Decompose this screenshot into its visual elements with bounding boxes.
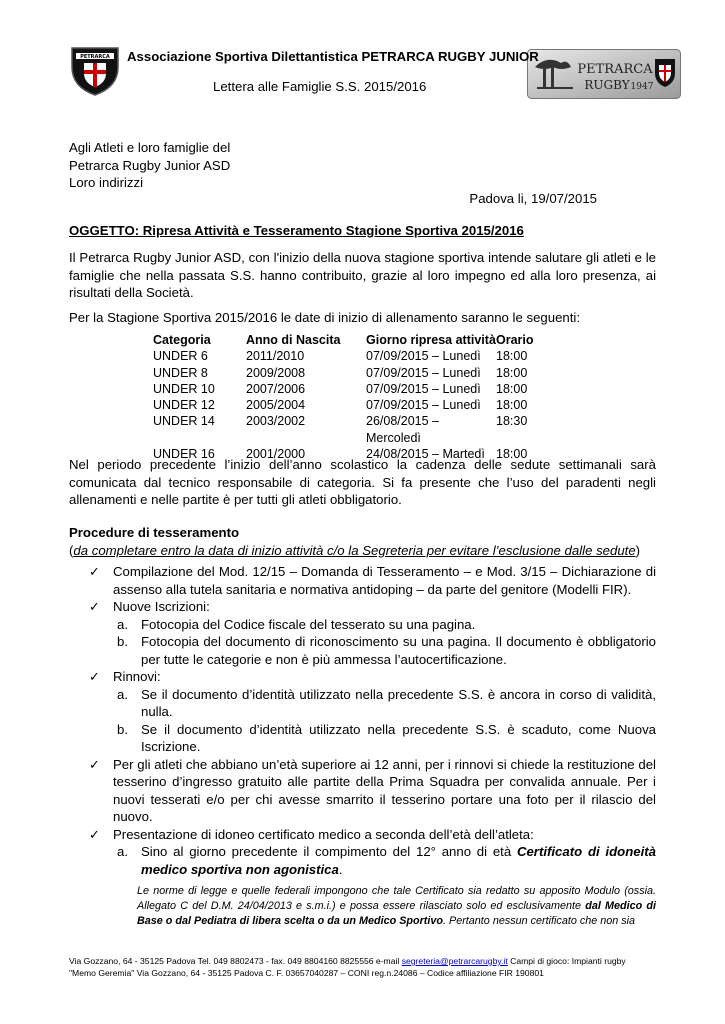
petrarca-shield-logo — [70, 45, 120, 97]
sub-item — [89, 721, 656, 756]
col-header: Anno di Nascita — [246, 333, 341, 347]
list-item — [89, 598, 656, 616]
table-row — [153, 381, 546, 397]
cell: 07/09/2015 – Lunedì — [366, 381, 481, 396]
letter-date: Padova li, 19/07/2015 — [469, 191, 597, 206]
address-line: Agli Atleti e loro famiglie del — [69, 140, 231, 155]
table-row — [153, 413, 546, 446]
cell: 2007/2006 — [246, 381, 306, 396]
item-text: Se il documento d’identità utilizzato nella precedente S.S. è scaduto, come Nuova Iscrizione. — [141, 721, 656, 754]
table-row — [153, 397, 546, 413]
address-line: Petrarca Rugby Junior ASD — [69, 157, 231, 173]
cell: UNDER 14 — [153, 414, 215, 429]
cell: 2003/2002 — [246, 414, 306, 429]
item-text: Presentazione di idoneo certificato medico a seconda dell’età dell’atleta: — [113, 826, 534, 842]
item-text: Nuove Iscrizioni: — [113, 599, 210, 614]
cell: 18:00 — [496, 365, 528, 380]
fine-print-note — [89, 884, 656, 929]
list-item — [89, 563, 656, 598]
mouthguard-paragraph: Nel periodo precedente l’inizio dell’anno scolastico la cadenza delle sedute settimanali sarà comunicata dal tecnico responsabile di categoria. Si fa presente che l’uso del paradenti negli allenamenti e nelle partite è per tutti gli atleti obbligatorio. — [69, 457, 656, 507]
cell: 07/09/2015 – Lunedì — [366, 349, 481, 364]
check-icon: ✓ — [89, 826, 100, 842]
item-end: . — [338, 861, 343, 877]
table-row — [153, 365, 546, 381]
list-item — [89, 668, 656, 686]
logo-right-line2: RUGBY — [584, 78, 630, 92]
cell: 07/09/2015 – Lunedì — [366, 365, 481, 380]
recipient-address — [69, 139, 230, 192]
item-text: Rinnovi: — [113, 669, 161, 684]
item-text: Per gli atleti che abbiano un’età superiore ai 12 anni, per i rinnovi si chiede la restituzione del tesserino d’ingresso gratuito alle partite della Prima Squadra per convalida annuale. Per i nuovi tesserati e/o per chi avesse smarrito il tesserino portare una foto per il rilascio del nuovo. — [113, 756, 656, 824]
cell: UNDER 16 — [153, 447, 215, 462]
intro-paragraph: Il Petrarca Rugby Junior ASD, con l'inizio della nuova stagione sportiva intende salutare gli atleti e le famiglie che nella passata S.S. hanno contribuito, grazie al loro impegno ed alla loro presenza, ai risultati della Società. — [69, 250, 656, 300]
cell: 07/09/2015 – Lunedì — [366, 398, 481, 413]
cell: 24/08/2015 – Martedì — [366, 447, 485, 462]
list-item — [89, 826, 656, 844]
col-header: Orario — [496, 333, 534, 347]
footer-text: Campi di gioco: Impianti rugby — [507, 956, 626, 966]
list-item — [89, 756, 656, 826]
letter-title: Lettera alle Famiglie S.S. 2015/2016 — [213, 79, 427, 94]
logo-right-line1: PETRARCA — [577, 62, 653, 77]
sub-item — [89, 686, 656, 721]
cell: 2005/2004 — [246, 398, 306, 413]
cell: 18:00 — [496, 381, 528, 396]
sub-label: a. — [117, 686, 128, 702]
footer-line-2: "Memo Geremia" Via Gozzano, 64 - 35125 Padova C. F. 03657040287 – CONI reg.n.24086 – Codice affiliazione FIR 190801 — [69, 968, 544, 978]
cell: UNDER 6 — [153, 349, 208, 364]
cell: 26/08/2015 – Mercoledì — [366, 414, 439, 445]
cell: 2009/2008 — [246, 365, 306, 380]
fine-bold-text: dal Medico di Base o dal Pediatra di libera scelta o da un Medico Sportivo — [137, 900, 656, 927]
check-icon: ✓ — [89, 564, 100, 579]
item-bold-text: Certificato di idoneità medico sportiva non agonistica — [141, 844, 656, 877]
item-text: Fotocopia del Codice fiscale del tesserato su una pagina. — [141, 616, 476, 632]
cell: 18:00 — [496, 398, 528, 413]
sub-item — [89, 843, 656, 878]
sub-label: a. — [117, 616, 128, 632]
item-text: Se il documento d’identità utilizzato nella precedente S.S. è ancora in corso di validità, nulla. — [141, 686, 656, 719]
sub-label: b. — [117, 721, 128, 737]
table-row — [153, 348, 546, 364]
cell: 18:00 — [496, 349, 528, 364]
sub-label: a. — [117, 844, 128, 859]
sub-item — [89, 616, 656, 634]
check-icon: ✓ — [89, 756, 100, 772]
fine-text: Le norme di legge e quelle federali impongono che tale Certificato sia redatto su apposito Modulo (ossia. Allegato C del D.M. 24/04/2013 e s.m.i.) e possa essere rilasciato solo ed esclusivamente — [137, 885, 656, 912]
item-text: Compilazione del Mod. 12/15 – Domanda di Tesseramento – e Mod. 3/15 – Dichiarazione di assenso alla tutela sanitaria e normativa antidoping – da parte del genitore (Modelli FIR). — [113, 564, 656, 597]
address-line: Loro indirizzi — [69, 175, 144, 190]
schedule-table — [153, 332, 546, 462]
logo-left-text: PETRARCA — [80, 54, 110, 60]
sub-item — [89, 633, 656, 668]
item-text: Fotocopia del documento di riconoscimento su una pagina. Il documento è obbligatorio per tutte le categorie e non è più ammessa l’autocertificazione. — [141, 634, 656, 667]
logo-right-year: 1947 — [630, 82, 654, 92]
sub-label: b. — [117, 634, 128, 649]
schedule-intro: Per la Stagione Sportiva 2015/2016 le date di inizio di allenamento saranno le seguenti: — [69, 310, 580, 325]
procedures-note: (da completare entro la data di inizio attività c/o la Segreteria per evitare l’esclusione dalle sedute) — [69, 543, 641, 558]
fine-text-end: . Pertanto nessun certificato che non sia — [443, 915, 636, 927]
col-header: Categoria — [153, 333, 211, 347]
check-icon: ✓ — [89, 669, 100, 684]
footer-text: Via Gozzano, 64 - 35125 Padova Tel. 049 8802473 - fax. 049 8804160 8825556 e-mail — [69, 956, 402, 966]
procedures-title: Procedure di tesseramento — [69, 525, 240, 540]
page-footer — [69, 955, 669, 979]
procedures-note-text: da completare entro la data di inizio attività c/o la Segreteria per evitare l’esclusione dalle sedute — [73, 543, 636, 558]
cell: 2001/2000 — [246, 447, 306, 462]
cell: 18:00 — [496, 447, 528, 462]
table-header-row — [153, 332, 546, 348]
email-link[interactable]: segreteria@petrarcarugby.it — [401, 956, 508, 966]
footer-line-1 — [69, 955, 669, 967]
petrarca-rugby-1947-logo — [527, 49, 681, 99]
procedures-list — [89, 563, 656, 929]
cell: 2011/2010 — [246, 349, 305, 364]
org-title: Associazione Sportiva Dilettantistica PETRARCA RUGBY JUNIOR — [127, 49, 539, 64]
item-text: Sino al giorno precedente il compimento del 12° anno di età — [141, 844, 517, 859]
subject-line: OGGETTO: Ripresa Attività e Tesseramento Stagione Sportiva 2015/2016 — [69, 223, 524, 238]
cell: UNDER 8 — [153, 365, 208, 380]
check-icon: ✓ — [89, 599, 100, 614]
cell: UNDER 10 — [153, 381, 215, 396]
cell: 18:30 — [496, 414, 528, 429]
cell: UNDER 12 — [153, 398, 215, 413]
col-header: Giorno ripresa attività — [366, 333, 496, 347]
